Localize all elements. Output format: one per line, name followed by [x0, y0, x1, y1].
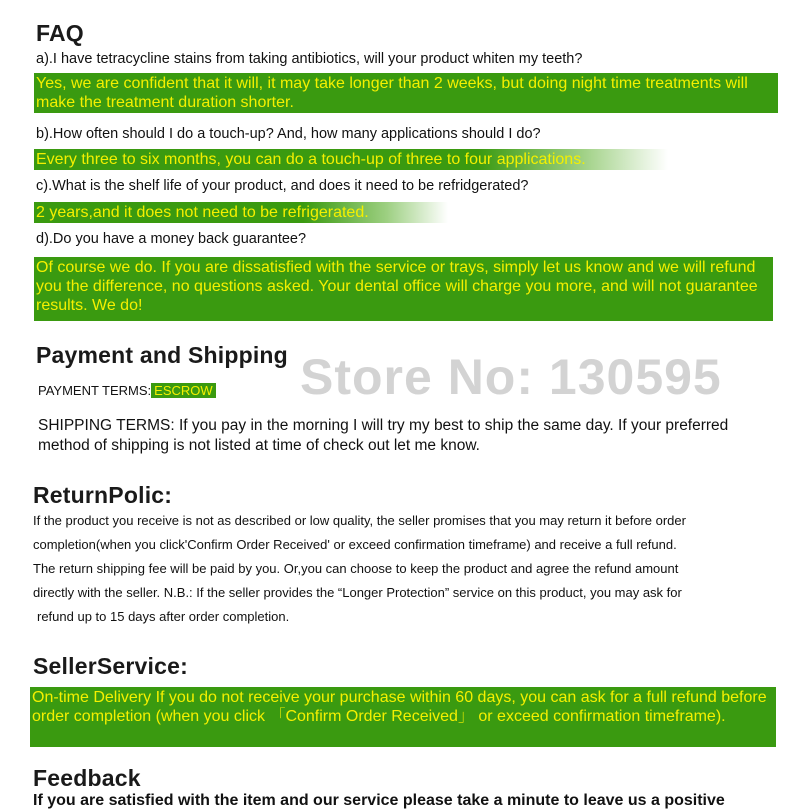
faq-answer-b: Every three to six months, you can do a touch-up of three to four applications. — [34, 149, 668, 170]
faq-question-d: d).Do you have a money back guarantee? — [36, 231, 307, 247]
faq-question-c: c).What is the shelf life of your product, and does it need to be refridgerated? — [36, 178, 529, 194]
feedback-title: Feedback — [33, 765, 141, 791]
feedback-text: If you are satisfied with the item and our service please take a minute to leave us a positive — [33, 792, 725, 809]
return-policy-text — [33, 509, 783, 629]
return-policy-line: directly with the seller. N.B.: If the seller provides the “Longer Protection” service on this product, you may ask for — [33, 585, 682, 600]
faq-answer-c: 2 years,and it does not need to be refrigerated. — [34, 202, 448, 223]
shipping-terms: SHIPPING TERMS: If you pay in the morning I will try my best to ship the same day. If your preferred method of shipping is not listed at time of check out let me know. — [38, 417, 729, 454]
seller-service-title: SellerService: — [33, 653, 188, 679]
return-policy-line: If the product you receive is not as described or low quality, the seller promises that you may return it before order — [33, 513, 686, 528]
faq-title: FAQ — [36, 20, 84, 46]
seller-service-text: On-time Delivery If you do not receive your purchase within 60 days, you can ask for a full refund before order completion (when you click 「Confirm Order Received」 or exceed confirmation timeframe). — [30, 687, 776, 747]
payment-terms-label: PAYMENT TERMS: — [38, 383, 152, 398]
return-policy-line: The return shipping fee will be paid by you. Or,you can choose to keep the product and agree the refund amount — [33, 561, 679, 576]
faq-answer-a: Yes, we are confident that it will, it may take longer than 2 weeks, but doing night time treatments will make the treatment duration shorter. — [34, 73, 778, 113]
faq-question-b: b).How often should I do a touch-up? And, how many applications should I do? — [36, 126, 541, 142]
faq-answer-d: Of course we do. If you are dissatisfied with the service or trays, simply let us know and we will refund you the difference, no questions asked. Your dental office will charge you more, and will not guarantee results. We do! — [34, 257, 773, 321]
return-policy-title: ReturnPolic: — [33, 482, 173, 508]
return-policy-line: completion(when you click'Confirm Order Received' or exceed confirmation timeframe) and receive a full refund. — [33, 537, 677, 552]
payment-title: Payment and Shipping — [36, 342, 288, 368]
faq-question-a: a).I have tetracycline stains from taking antibiotics, will your product whiten my teeth? — [36, 51, 583, 67]
return-policy-line: refund up to 15 days after order completion. — [37, 609, 290, 624]
payment-terms-value: ESCROW — [151, 383, 216, 398]
store-watermark: Store No: 130595 — [300, 349, 722, 405]
payment-terms-row — [38, 383, 216, 398]
